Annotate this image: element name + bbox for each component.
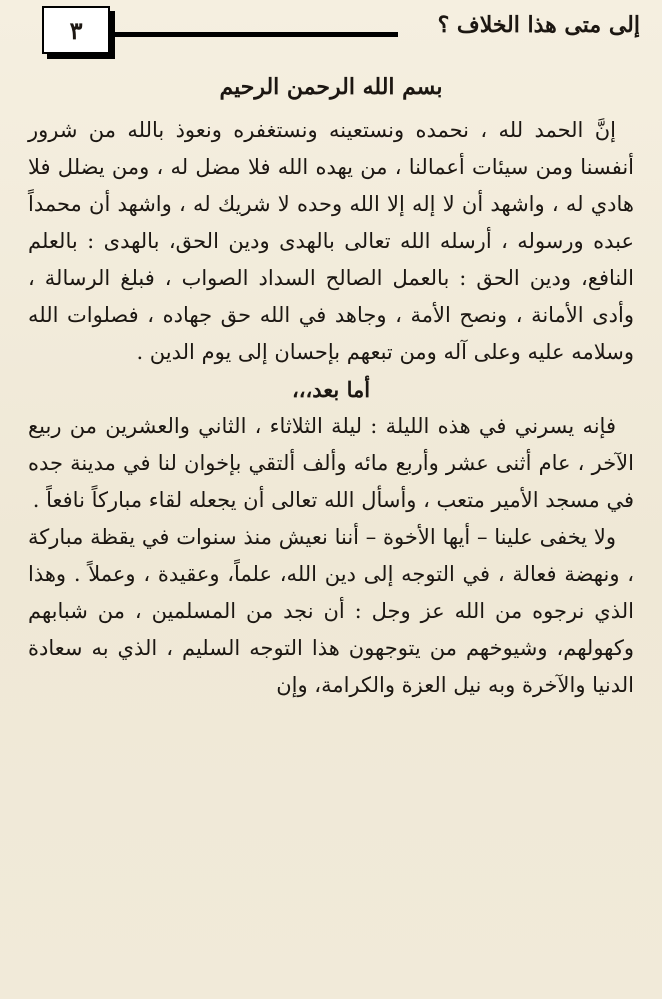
body-text: [28, 112, 634, 704]
page-number: ٣: [69, 15, 83, 45]
section-heading: أما بعد،،،: [291, 377, 371, 402]
page-number-box: [42, 6, 110, 54]
paragraph-awakening: ولا يخفى علينا – أيها الأخوة – أننا نعيش منذ سنوات في يقظة مباركة ، ونهضة فعالة ، في التوجه إلى دين الله، علماً، وعقيدة ، وعملاً . وهذا الذي نرجوه من الله عز وجل : أن نجد من المسلمين ، من شبابهم وكهولهم، وشيوخهم من يتوجهون هذا التوجه السليم ، الذي به سعادة الدنيا والآخرة وبه نيل العزة والكرامة، وإن: [28, 525, 634, 697]
header-rule: [110, 32, 398, 37]
running-title: إلى متى هذا الخلاف ؟: [437, 12, 640, 38]
paragraph-occasion: فإنه يسرني في هذه الليلة : ليلة الثلاثاء ، الثاني والعشرين من ربيع الآخر ، عام أثنى عشر وأربع مائه وألف ألتقي بإخوان لنا في مدينة جده في مسجد الأمير متعب ، وأسأل الله تعالى أن يجعله لقاء مباركاً نافعاً .: [28, 414, 634, 512]
paragraph-opening: إنَّ الحمد لله ، نحمده ونستعينه ونستغفره ونعوذ بالله من شرور أنفسنا ومن سيئات أعمالنا ، من يهده الله فلا مضل له ، ومن يضلل فلا هادي له ، واشهد أن لا إله إلا الله وحده لا شريك له ، واشهد أن محمداً عبده ورسوله ، أرسله الله تعالى بالهدى ودين الحق، بالهدى : بالعلم النافع، ودين الحق : بالعمل الصالح السداد الصواب ، فبلغ الرسالة ، وأدى الأمانة ، ونصح الأمة ، وجاهد في الله حق جهاده ، فصلوات الله وسلامه عليه وعلى آله ومن تبعهم بإحسان إلى يوم الدين .: [28, 118, 634, 364]
basmala: بسم الله الرحمن الرحيم: [219, 74, 443, 100]
